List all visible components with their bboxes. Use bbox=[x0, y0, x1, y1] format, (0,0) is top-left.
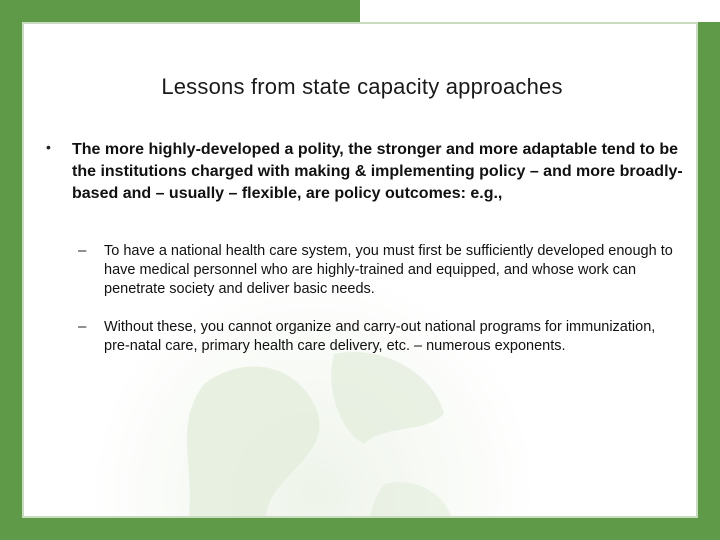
frame-left-band bbox=[0, 0, 22, 540]
globe-watermark-icon bbox=[84, 264, 544, 518]
sub-bullet-marker: – bbox=[78, 318, 87, 335]
frame-top-band bbox=[0, 0, 360, 22]
slide-panel bbox=[22, 22, 698, 518]
frame-right-band bbox=[698, 22, 720, 540]
slide-title: Lessons from state capacity approaches bbox=[161, 74, 563, 99]
sub-bullet-marker: – bbox=[78, 242, 87, 259]
bullet-text: The more highly-developed a polity, the stronger and more adaptable tend to be the institutions charged with making & implementing policy – and more broadly-based and – usually – flexible, are policy outcomes: e.g., bbox=[72, 141, 683, 202]
frame-bottom-band bbox=[0, 518, 720, 540]
sub-bullet-text: Without these, you cannot organize and carry-out national programs for immunization, pre-natal care, primary health care delivery, etc. – numerous exponents. bbox=[104, 319, 656, 354]
sub-bullet-text: To have a national health care system, you must first be sufficiently developed enough to have medical personnel who are highly-trained and equipped, and whose work can penetrate society and deliver basic needs. bbox=[104, 243, 673, 297]
bullet-marker: • bbox=[46, 139, 51, 155]
